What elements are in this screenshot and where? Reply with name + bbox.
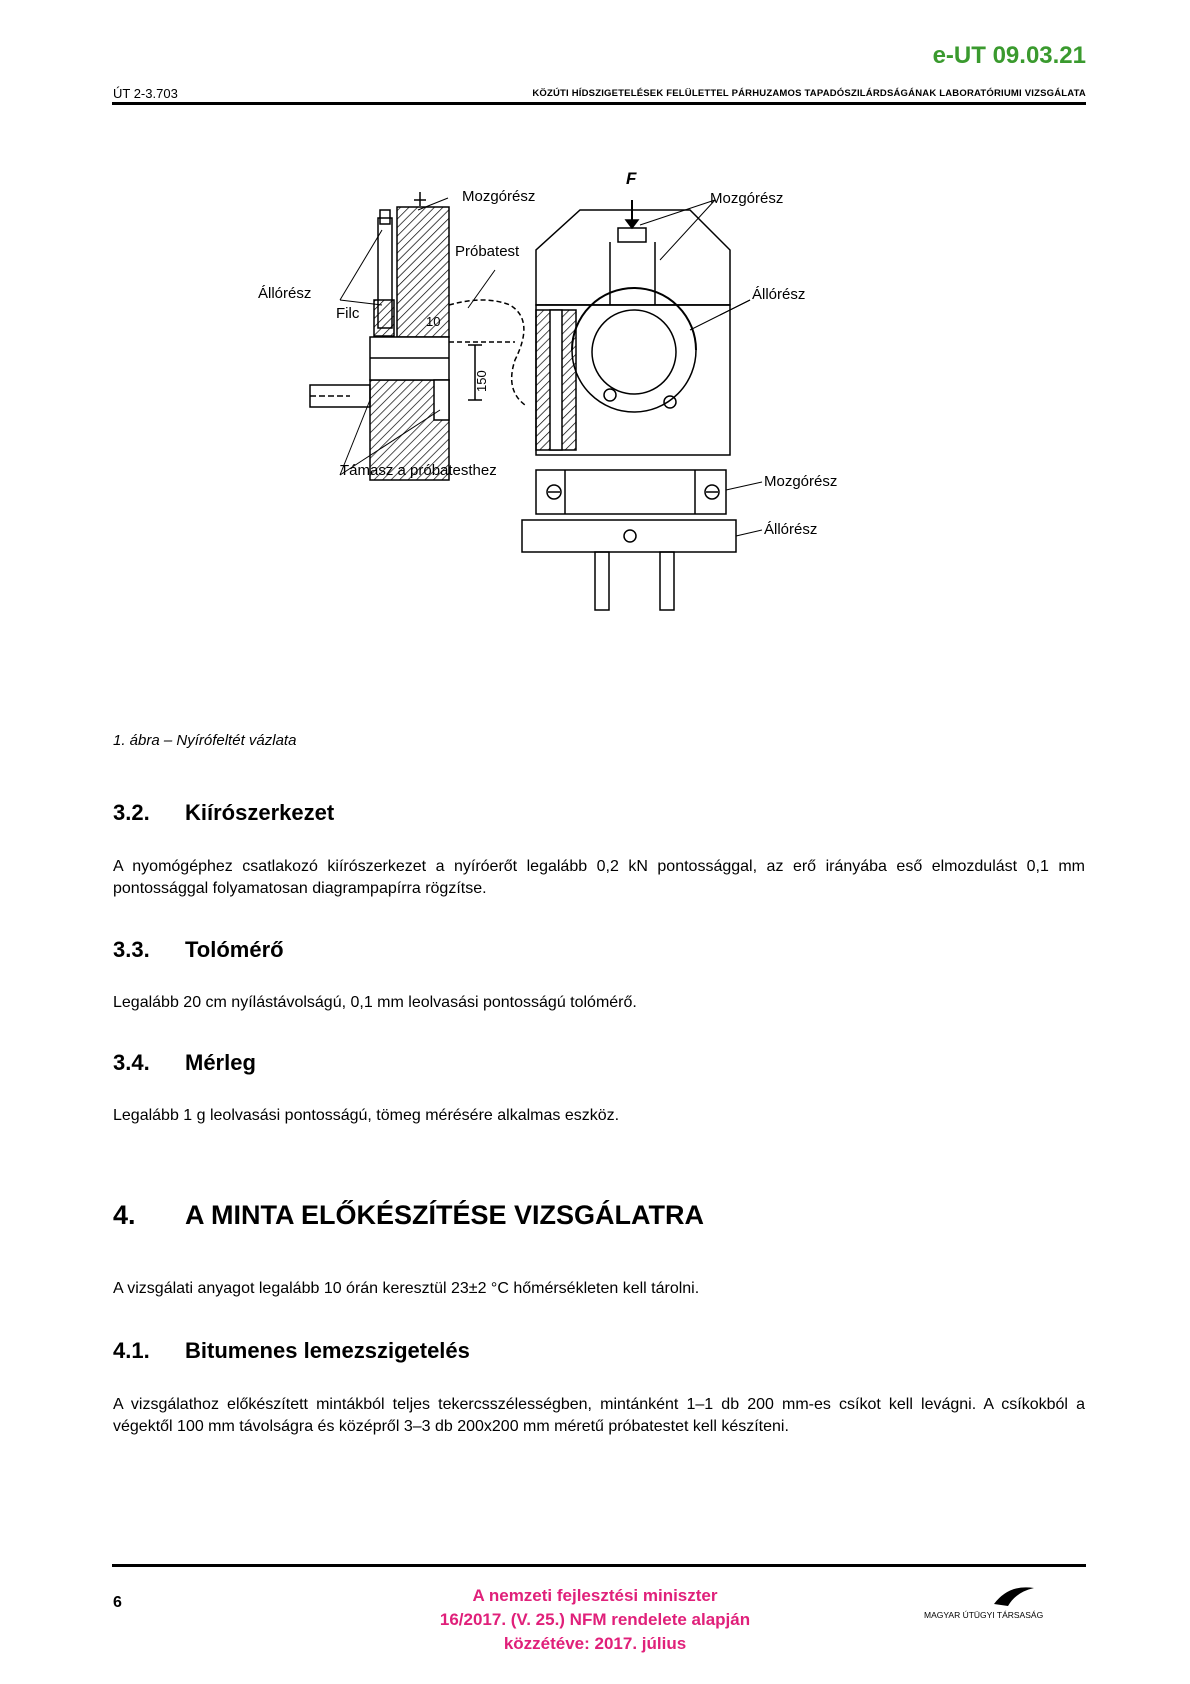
- section-3-4-heading: [113, 1050, 1013, 1080]
- section-4-heading: [113, 1200, 1013, 1236]
- document-code: e-UT 09.03.21: [932, 42, 1086, 69]
- header-rule: [112, 102, 1086, 105]
- section-title: Mérleg: [185, 1050, 256, 1075]
- footer-rule: [112, 1564, 1086, 1567]
- mut-logo: [924, 1582, 1084, 1622]
- section-number: 4.: [113, 1200, 136, 1230]
- moving-part-label-3: Mozgórész: [764, 473, 838, 490]
- section-4-text: A vizsgálati anyagot legalább 10 órán keresztül 23±2 °C hőmérsékleten kell tárolni.: [113, 1280, 700, 1297]
- fixed-part-label-2: Állórész: [752, 286, 806, 303]
- section-3-3-heading: [113, 937, 1013, 967]
- moving-part-left: [397, 207, 449, 337]
- section-3-2-heading: [113, 800, 1013, 830]
- section-number: 3.4.: [113, 1050, 150, 1075]
- felt-label: Filc: [336, 305, 360, 322]
- section-3-2-text: A nyomógéphez csatlakozó kiírószerkezet a nyíróerőt legalább 0,2 kN pontossággal, az erő irányába eső elmozdulást 0,1 mm pontossággal folyamatosan diagrampapírra rögzítse.: [113, 858, 1085, 897]
- fixed-part-label-1: Állórész: [258, 285, 312, 302]
- section-4-1-heading: [113, 1338, 1013, 1368]
- section-3-3-text: Legalább 20 cm nyílástávolságú, 0,1 mm leolvasási pontosságú tolómérő.: [113, 994, 637, 1011]
- moving-part-label-2: Mozgórész: [710, 190, 784, 207]
- fixed-part-bottom: [522, 520, 736, 552]
- publication-note-line-1: A nemzeti fejlesztési miniszter: [472, 1586, 718, 1605]
- section-title: Tolómérő: [185, 937, 284, 962]
- shear-apparatus-figure: [258, 169, 930, 670]
- standard-id: ÚT 2-3.703: [113, 86, 178, 101]
- fixed-part-label-3: Állórész: [764, 521, 818, 538]
- dim-150-label: 150: [474, 370, 489, 392]
- publication-note-line-2: 16/2017. (V. 25.) NFM rendelete alapján: [439, 1610, 751, 1629]
- running-title: KÖZÚTI HÍDSZIGETELÉSEK FELÜLETTEL PÁRHUZAMOS TAPADÓSZILÁRDSÁGÁNAK LABORATÓRIUMI VIZSGÁLATA: [532, 88, 1086, 99]
- dim-10-label: 10: [426, 314, 441, 329]
- section-title: Kiírószerkezet: [185, 800, 335, 825]
- publication-note: [370, 1584, 820, 1656]
- logo-text: MAGYAR ÚTÜGYI TÁRSASÁG: [924, 1610, 1044, 1620]
- section-number: 3.2.: [113, 800, 150, 825]
- section-title: A MINTA ELŐKÉSZÍTÉSE VIZSGÁLATRA: [185, 1200, 704, 1230]
- section-title: Bitumenes lemezszigetelés: [185, 1338, 470, 1363]
- figure-caption: 1. ábra – Nyírófeltét vázlata: [113, 732, 297, 749]
- section-3-4-text: Legalább 1 g leolvasási pontosságú, tömeg mérésére alkalmas eszköz.: [113, 1107, 620, 1124]
- publication-note-line-3: közzétéve: 2017. július: [503, 1634, 687, 1653]
- specimen-label: Próbatest: [455, 243, 520, 260]
- page-number: 6: [113, 1594, 122, 1611]
- section-number: 3.3.: [113, 937, 150, 962]
- logo-swoosh-icon: [994, 1587, 1034, 1606]
- section-4-1-text: A vizsgálathoz előkészített mintákból teljes tekercsszélességben, mintánként 1–1 db 200 mm-es csíkot kell levágni. A csíkokból a végektől 100 mm távolságra és középről 3–3 db 200x200 mm méretű próbatestet kell készíteni.: [113, 1396, 1085, 1435]
- force-label: F: [626, 169, 637, 188]
- support-label: Támasz a próbatesthez: [340, 462, 497, 479]
- section-number: 4.1.: [113, 1338, 150, 1363]
- moving-part-label-1: Mozgórész: [462, 188, 536, 205]
